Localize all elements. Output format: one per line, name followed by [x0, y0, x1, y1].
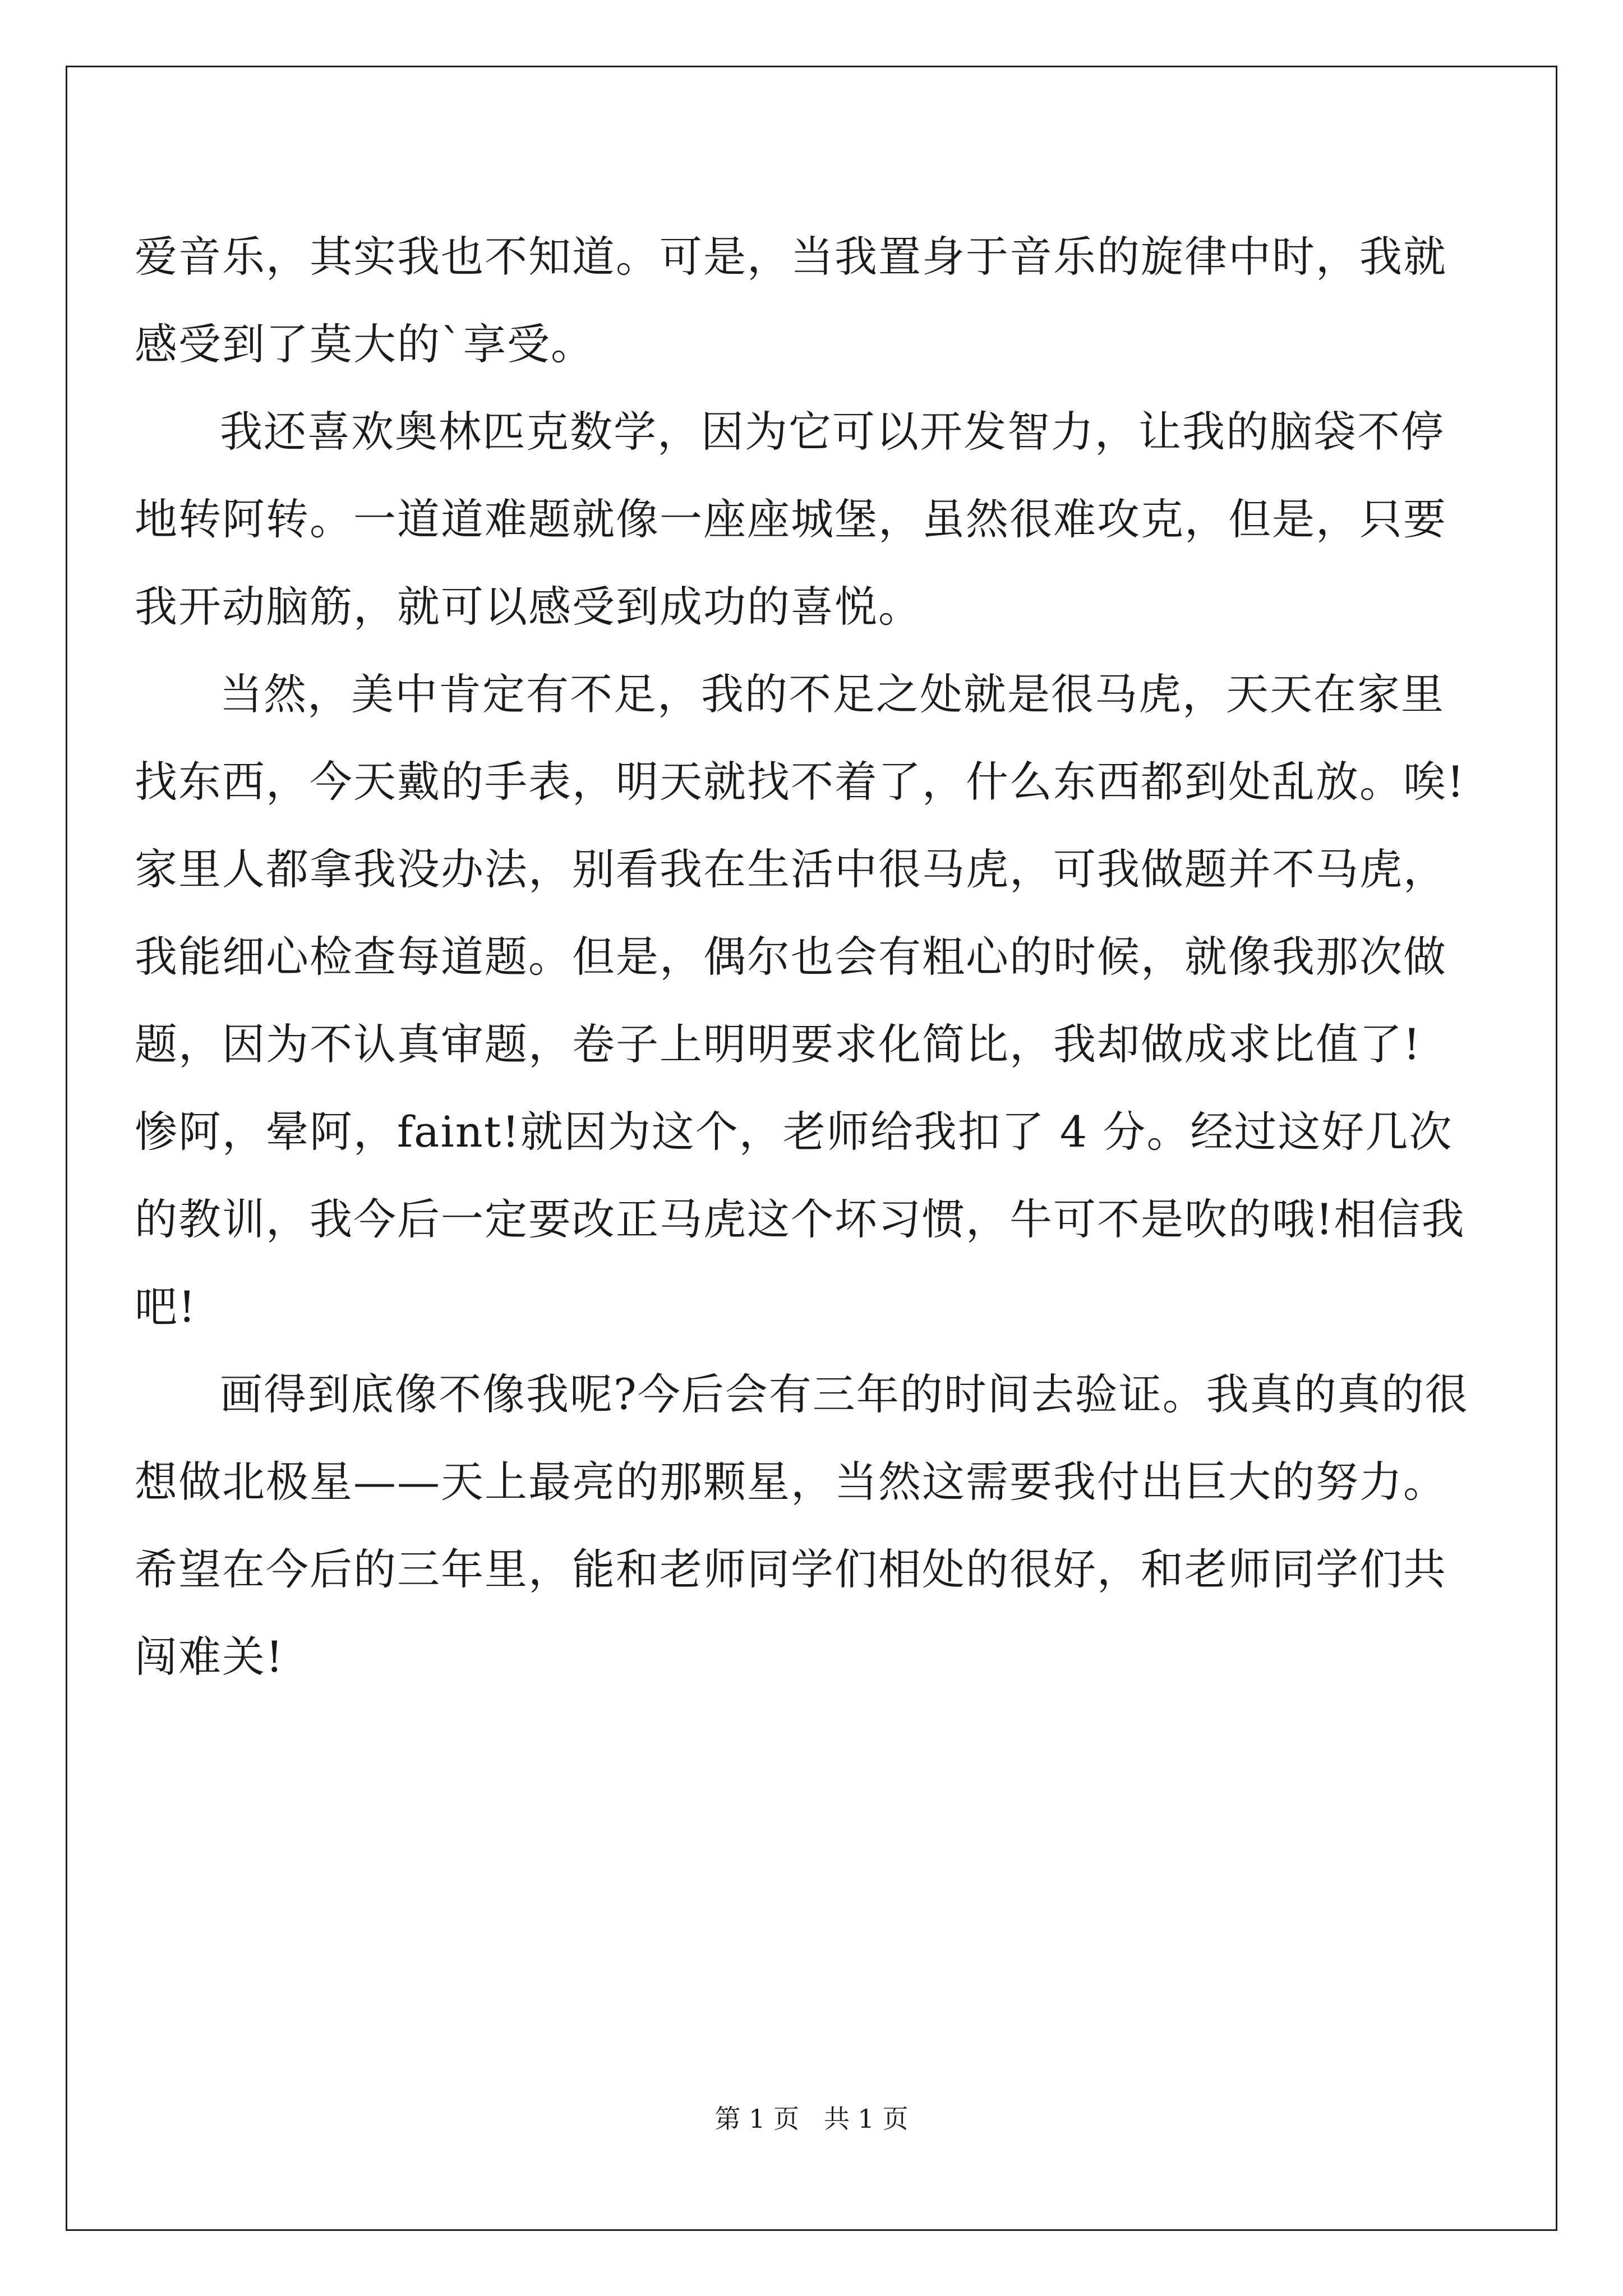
text-line: 我能细心检查每道题。但是，偶尔也会有粗心的时候，就像我那次做 [135, 932, 1447, 982]
text-line: 画得到底像不像我呢?今后会有三年的时间去验证。我真的真的很 [220, 1369, 1469, 1419]
text-line: 吧! [135, 1282, 197, 1332]
text-line: 找东西，今天戴的手表，明天就找不着了，什么东西都到处乱放。唉! [135, 757, 1465, 807]
text-line: 地转阿转。一道道难题就像一座座城堡，虽然很难攻克，但是，只要 [135, 494, 1447, 544]
text-line: 想做北极星——天上最亮的那颗星，当然这需要我付出巨大的努力。 [135, 1457, 1447, 1507]
text-line: 家里人都拿我没办法，别看我在生活中很马虎，可我做题并不马虎， [135, 844, 1447, 894]
text-line: 当然，美中肯定有不足，我的不足之处就是很马虎，天天在家里 [220, 669, 1445, 719]
text-line: 我开动脑筋，就可以感受到成功的喜悦。 [135, 582, 922, 632]
paragraph [135, 388, 1492, 651]
text-line: 的教训，我今后一定要改正马虎这个坏习惯，牛可不是吹的哦!相信我 [135, 1194, 1465, 1244]
text-line: 爱音乐，其实我也不知道。可是，当我置身于音乐的旋律中时，我就 [135, 232, 1447, 282]
page-number: 第 1 页 [714, 2104, 800, 2134]
text-line: 感受到了莫大的`享受。 [135, 319, 594, 369]
paragraph [135, 213, 1492, 388]
page-footer [0, 2102, 1623, 2136]
text-line: 闯难关! [135, 1632, 284, 1682]
document-body [135, 213, 1492, 1701]
total-pages: 共 1 页 [823, 2104, 909, 2134]
paragraph [135, 651, 1492, 1351]
text-line: 题，因为不认真审题，卷子上明明要求化简比，我却做成求比值了! [135, 1019, 1422, 1069]
text-line: 希望在今后的三年里，能和老师同学们相处的很好，和老师同学们共 [135, 1544, 1447, 1594]
text-line: 惨阿，晕阿，faint!就因为这个，老师给我扣了 4 分。经过这好几次 [135, 1107, 1453, 1157]
paragraph [135, 1351, 1492, 1701]
text-line: 我还喜欢奥林匹克数学，因为它可以开发智力，让我的脑袋不停 [220, 407, 1445, 457]
